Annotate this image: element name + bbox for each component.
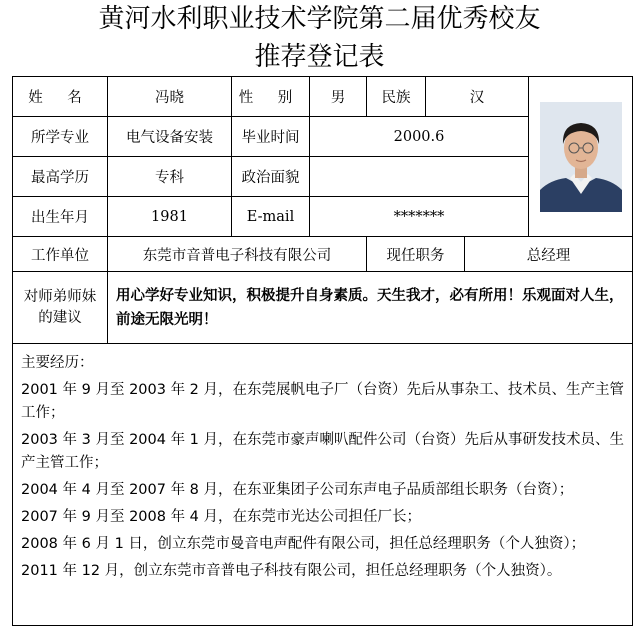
label-gender: 性 别	[232, 77, 310, 117]
form-title-line2: 推荐登记表	[254, 42, 385, 72]
value-politics	[310, 157, 529, 197]
label-email: E-mail	[232, 197, 310, 237]
label-grad-time: 毕业时间	[232, 117, 310, 157]
row-advice	[13, 272, 633, 344]
label-employer: 工作单位	[13, 237, 108, 272]
value-birth: 1981	[108, 197, 232, 237]
experience-heading: 主要经历：	[21, 355, 94, 371]
experience-cell	[13, 344, 633, 626]
value-major: 电气设备安装	[108, 117, 232, 157]
label-advice	[13, 272, 108, 344]
value-employer: 东莞市音普电子科技有限公司	[108, 237, 367, 272]
experience-item: 2007 年 9 月至 2008 年 4 月，在东莞市光达公司担任厂长；	[21, 509, 422, 525]
label-major: 所学专业	[13, 117, 108, 157]
value-email: *******	[310, 197, 529, 237]
label-education: 最高学历	[13, 157, 108, 197]
row-name	[13, 77, 633, 117]
portrait-photo	[540, 102, 622, 212]
value-gender: 男	[310, 77, 367, 117]
experience-item: 2003 年 3 月至 2004 年 1 月，在东莞市豪声喇叭配件公司（台资）先后从事研发技术员、生产主管工作；	[21, 432, 625, 471]
experience-item: 2011 年 12 月，创立东莞市音普电子科技有限公司，担任总经理职务（个人独资）。	[21, 563, 562, 579]
photo-cell	[529, 77, 633, 237]
experience-item: 2001 年 9 月至 2003 年 2 月，在东莞展帆电子厂（台资）先后从事杂工、技术员、生产主管工作；	[21, 382, 625, 421]
value-education: 专科	[108, 157, 232, 197]
registration-form-table	[12, 76, 633, 626]
label-ethnicity: 民族	[367, 77, 426, 117]
label-advice-line2: 的建议	[38, 309, 82, 326]
value-name: 冯晓	[108, 77, 232, 117]
value-position: 总经理	[465, 237, 633, 272]
value-grad-time: 2000.6	[310, 117, 529, 157]
label-name: 姓 名	[13, 77, 108, 117]
label-advice-line1: 对师弟师妹	[23, 288, 97, 305]
experience-item: 2008 年 6 月 1 日，创立东莞市曼音电声配件有限公司，担任总经理职务（个人独资）；	[21, 536, 586, 552]
row-employer	[13, 237, 633, 272]
label-politics: 政治面貌	[232, 157, 310, 197]
advice-text: 用心学好专业知识，积极提升自身素质。天生我才，必有所用！乐观面对人生，前途无限光明！	[108, 272, 633, 344]
form-title-line1: 黄河水利职业技术学院第二届优秀校友	[98, 4, 541, 34]
row-experience	[13, 344, 633, 626]
label-birth: 出生年月	[13, 197, 108, 237]
label-position: 现任职务	[367, 237, 465, 272]
experience-item: 2004 年 4 月至 2007 年 8 月，在东亚集团子公司东声电子品质部组长职务（台资）；	[21, 482, 574, 498]
value-ethnicity: 汉	[426, 77, 529, 117]
